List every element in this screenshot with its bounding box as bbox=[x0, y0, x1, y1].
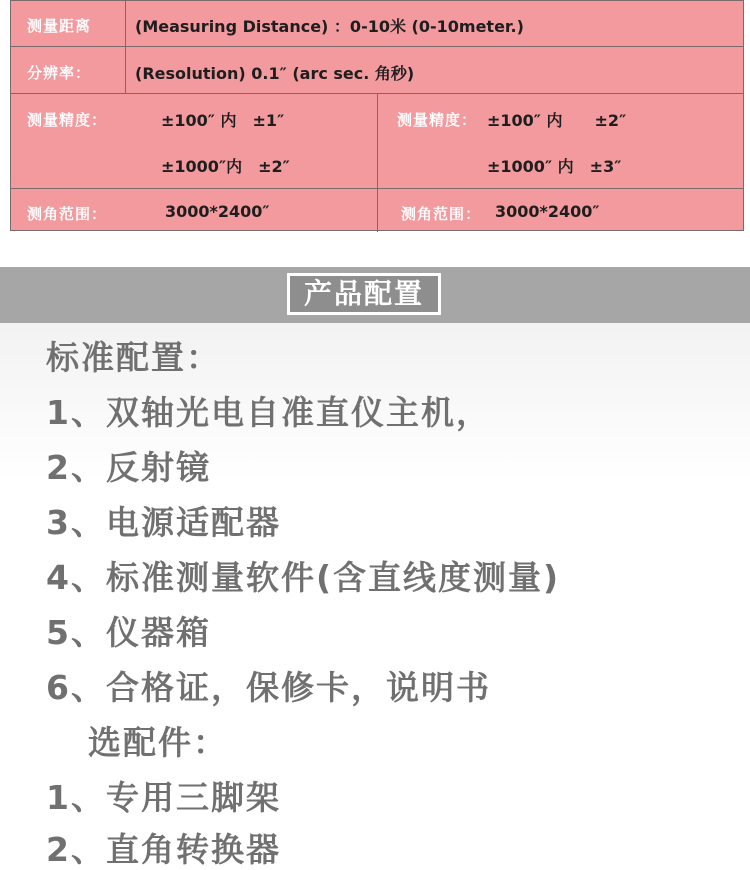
list-item: 2、直角转换器 bbox=[46, 830, 281, 869]
accuracy-left-line2: ±1000″内 ±2″ bbox=[161, 157, 290, 176]
angle-range-label-left: 测角范围： bbox=[27, 205, 108, 223]
resolution-label: 分辨率： bbox=[27, 64, 92, 82]
standard-config-title: 标准配置： bbox=[46, 338, 221, 377]
accuracy-left-line1: ±100″ 内 ±1″ bbox=[161, 111, 285, 130]
accuracy-label-right: 测量精度： bbox=[397, 111, 478, 129]
section-title: 产品配置 bbox=[287, 273, 441, 315]
list-item: 2、反射镜 bbox=[46, 448, 211, 487]
row-divider bbox=[11, 46, 743, 47]
accuracy-right-line2: ±1000″ 内 ±3″ bbox=[487, 157, 622, 176]
list-item: 4、标准测量软件(含直线度测量) bbox=[46, 558, 561, 597]
resolution-value: (Resolution) 0.1″ (arc sec. 角秒) bbox=[135, 64, 415, 83]
list-item: 5、仪器箱 bbox=[46, 613, 211, 652]
accuracy-right-line1: ±100″ 内 ±2″ bbox=[487, 111, 627, 130]
list-item: 6、合格证，保修卡，说明书 bbox=[46, 668, 491, 707]
measuring-distance-value: (Measuring Distance) ：0-10米 (0-10meter.) bbox=[135, 17, 524, 36]
angle-range-label-right: 测角范围： bbox=[401, 205, 482, 223]
column-divider bbox=[377, 93, 378, 232]
list-item: 1、双轴光电自准直仪主机， bbox=[46, 393, 491, 432]
optional-config-title: 选配件： bbox=[88, 723, 228, 762]
spec-table bbox=[10, 0, 744, 231]
angle-range-value-left: 3000*2400″ bbox=[165, 202, 270, 221]
angle-range-value-right: 3000*2400″ bbox=[495, 202, 600, 221]
measuring-distance-label: 测量距离 bbox=[27, 17, 92, 35]
column-divider bbox=[125, 1, 126, 93]
accuracy-label-left: 测量精度： bbox=[27, 111, 108, 129]
list-item: 3、电源适配器 bbox=[46, 503, 281, 542]
list-item: 1、专用三脚架 bbox=[46, 778, 281, 817]
